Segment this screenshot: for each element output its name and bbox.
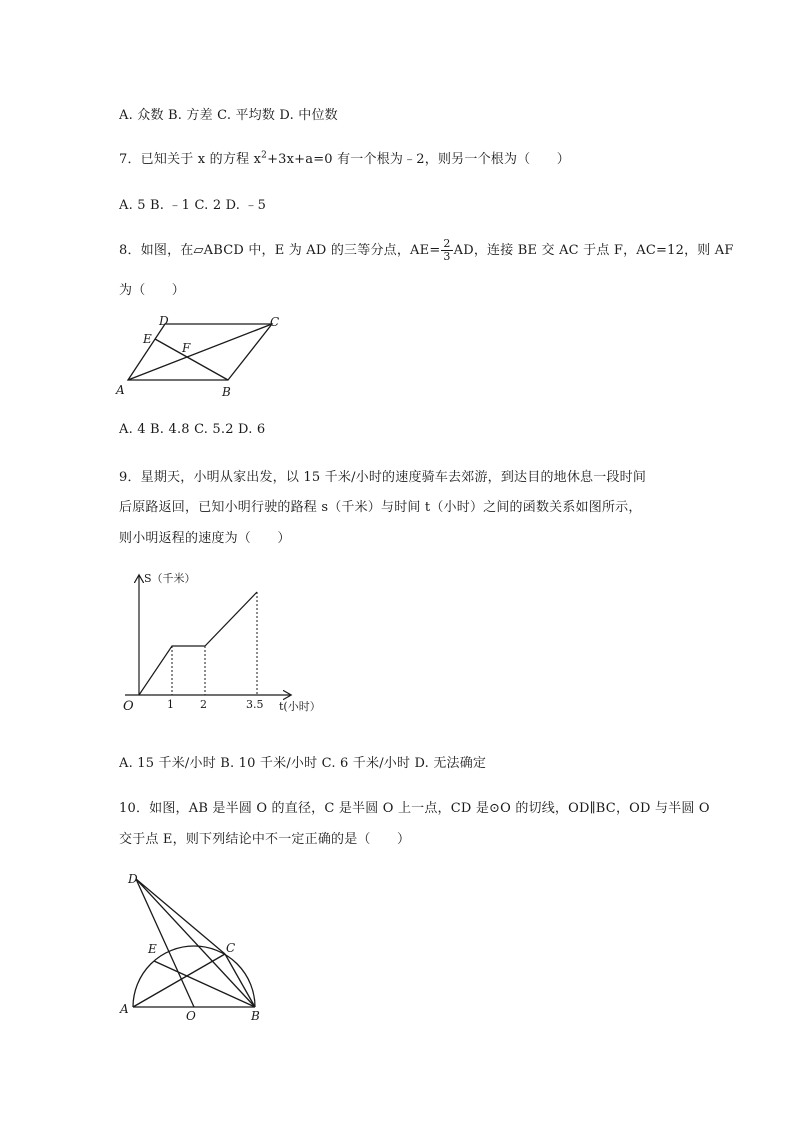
q9-graph-line (139, 592, 257, 695)
q10-label-d: D (128, 872, 138, 886)
q7-exponent: 2 (261, 150, 268, 161)
q8-stem (119, 238, 734, 263)
q9-y-label: S（千米） (144, 572, 196, 585)
q8-parallelogram-figure (112, 312, 292, 402)
q10-label-b: B (251, 1009, 260, 1023)
q10-line2: 交于点 E，则下列结论中不一定正确的是（ ） (119, 832, 411, 847)
q6-options: A. 众数 B. 方差 C. 平均数 D. 中位数 (119, 108, 338, 123)
q8-label-d: D (159, 314, 169, 328)
q9-options: A. 15 千米/小时 B. 10 千米/小时 C. 6 千米/小时 D. 无法确定 (119, 756, 487, 771)
q7-options: A. 5 B. ﹣1 C. 2 D. ﹣5 (119, 198, 267, 213)
q10-label-e: E (148, 942, 157, 956)
q8-frac-num: 2 (443, 237, 451, 250)
q8-stem-c: 为（ ） (119, 283, 186, 298)
q9-line1: 9．星期天，小明从家出发，以 15 千米/小时的速度骑车去郊游，到达目的地休息一段时间 (119, 470, 647, 485)
q8-label-b: B (222, 385, 231, 399)
q10-segment-ac (133, 954, 225, 1007)
q9-tick-3: 3.5 (246, 698, 264, 711)
q7-stem-a: 7．已知关于 x 的方程 x (119, 152, 262, 167)
q8-stem-b: AD，连接 BE 交 AC 于点 F，AC=12，则 AF (453, 243, 734, 258)
q10-label-o: O (186, 1009, 196, 1023)
q7-stem (119, 148, 570, 167)
q8-stem-a: 8．如图，在▱ABCD 中，E 为 AD 的三等分点，AE= (119, 243, 441, 258)
q9-tick-1: 1 (167, 698, 174, 711)
q8-fraction (441, 238, 452, 263)
q7-stem-b: +3x+a=0 有一个根为﹣2，则另一个根为（ ） (267, 152, 570, 167)
q9-tick-2: 2 (200, 698, 207, 711)
q10-line1: 10．如图，AB 是半圆 O 的直径，C 是半圆 O 上一点，CD 是⊙O 的切线，OD∥BC，OD 与半圆 O (119, 801, 710, 816)
q10-label-a: A (120, 1002, 129, 1016)
q8-options: A. 4 B. 4.8 C. 5.2 D. 6 (119, 422, 266, 437)
q8-label-e: E (143, 332, 152, 346)
q9-line3: 则小明返程的速度为（ ） (119, 531, 291, 546)
q10-semicircle-figure (112, 865, 282, 1025)
q8-label-f: F (182, 341, 191, 355)
q9-distance-time-graph (115, 568, 335, 718)
q8-label-a: A (116, 383, 125, 397)
q8-label-c: C (270, 315, 280, 329)
q10-label-c: C (226, 941, 236, 955)
q9-line2: 后原路返回，已知小明行驶的路程 s（千米）与时间 t（小时）之间的函数关系如图所示， (119, 500, 642, 515)
q10-segment-eb (154, 961, 255, 1007)
q9-x-label: t(小时） (279, 700, 321, 713)
q9-origin-label: O (123, 699, 134, 714)
q8-frac-den: 3 (443, 250, 451, 263)
q10-segment-do (136, 879, 194, 1007)
